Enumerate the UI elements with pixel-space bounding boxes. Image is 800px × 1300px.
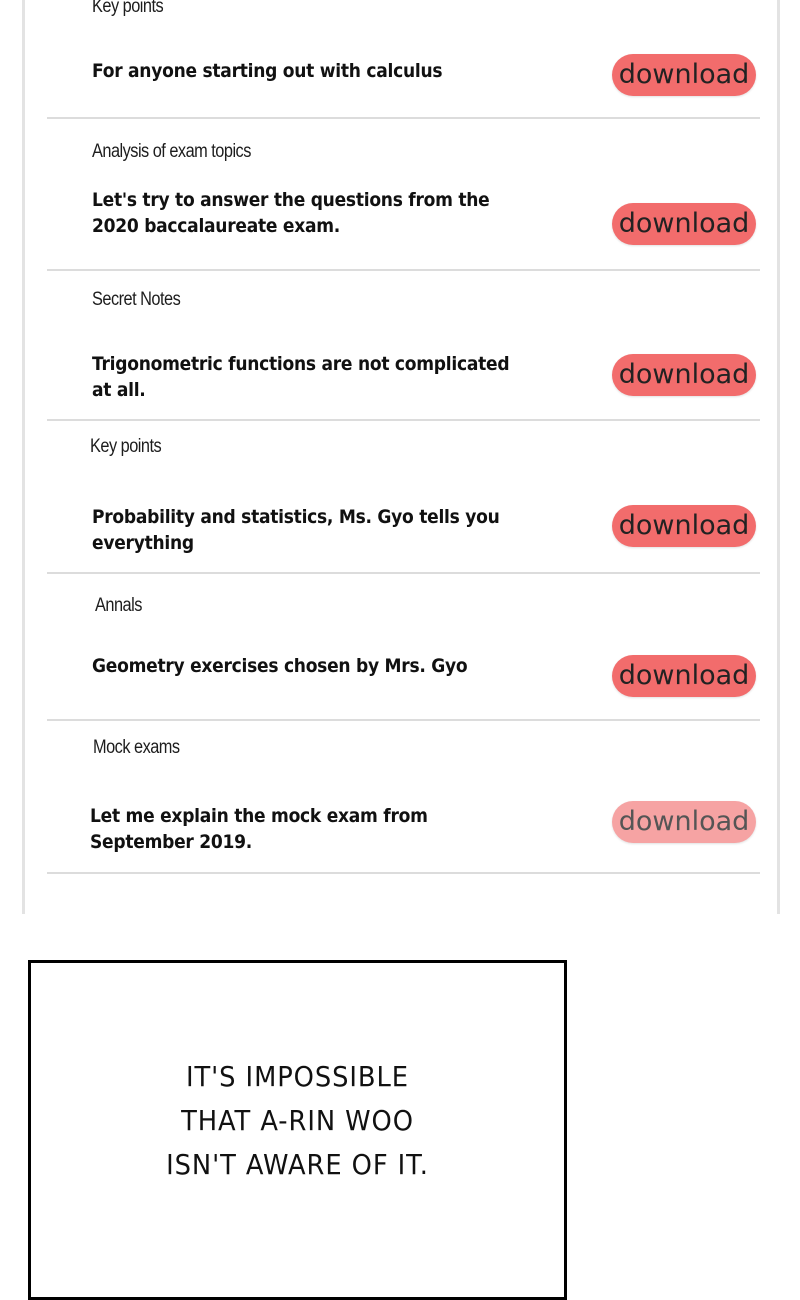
item-title: Probability and statistics, Ms. Gyo tells you everything xyxy=(92,506,500,554)
resource-list xyxy=(25,0,777,914)
item-title: Let's try to answer the questions from the 2020 baccalaureate exam. xyxy=(92,189,490,237)
download-button[interactable]: download xyxy=(612,203,756,245)
list-item xyxy=(47,119,760,271)
download-button[interactable]: download xyxy=(612,655,756,697)
download-button[interactable]: download xyxy=(612,54,756,96)
item-title: Trigonometric functions are not complicated at all. xyxy=(92,353,510,401)
comic-speech-panel xyxy=(28,960,567,1300)
speech-text xyxy=(52,1055,542,1187)
item-title: Let me explain the mock exam from September 2019. xyxy=(90,805,428,853)
download-button[interactable]: download xyxy=(612,505,756,547)
item-category: Mock exams xyxy=(93,737,180,758)
item-category: Secret Notes xyxy=(92,289,181,310)
item-title: For anyone starting out with calculus xyxy=(92,60,443,82)
speech-line: THAT A-RIN WOO xyxy=(181,1104,414,1137)
item-category: Annals xyxy=(95,595,142,616)
phone-screen-panel xyxy=(22,0,780,914)
item-divider xyxy=(47,872,760,874)
download-button[interactable]: download xyxy=(612,354,756,396)
download-button-disabled[interactable]: download xyxy=(612,801,756,843)
item-category: Key points xyxy=(90,436,162,457)
list-item xyxy=(47,721,760,874)
item-category: Analysis of exam topics xyxy=(92,141,251,162)
list-item xyxy=(47,0,760,119)
list-item xyxy=(47,574,760,721)
item-title: Geometry exercises chosen by Mrs. Gyo xyxy=(92,655,468,677)
list-item xyxy=(47,421,760,574)
list-item xyxy=(47,271,760,421)
speech-line: IT'S IMPOSSIBLE xyxy=(185,1060,409,1093)
speech-line: ISN'T AWARE OF IT. xyxy=(166,1148,429,1181)
item-category: Key points xyxy=(92,0,164,17)
